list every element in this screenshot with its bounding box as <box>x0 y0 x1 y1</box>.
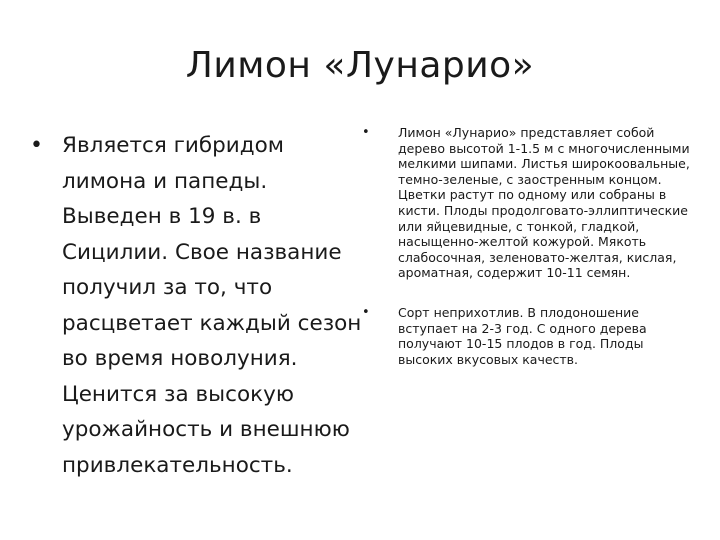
bullet-icon: • <box>362 125 370 140</box>
bullet-icon: • <box>30 133 43 158</box>
left-column <box>30 128 370 483</box>
left-bullet-item <box>30 128 370 483</box>
right-column <box>356 125 690 367</box>
right-bullet-text: Лимон «Лунарио» представляет собой дерево высотой 1-1.5 м с многочисленными мелкими шипами. Листья широкоовальные, темно-зеленые, с заостренным концом. Цветки растут по одному или собраны в кисти. Плоды продолговато-эллиптические или яйцевидные, с тонкой, гладкой, насыщенно-желтой кожурой. Мякоть слабосочная, зеленовато-желтая, кислая, ароматная, содержит 10-11 семян. <box>398 125 690 281</box>
left-bullet-text: Является гибридом лимона и папеды. Выведен в 19 в. в Сицилии. Свое название получил за то, что расцветает каждый сезон во время новолуния. Ценится за высокую урожайность и внешнюю привлекательность. <box>62 133 362 478</box>
slide-title: Лимон «Лунарио» <box>185 45 535 86</box>
bullet-icon: • <box>362 304 370 320</box>
right-bullet-item-cultivation <box>356 305 690 367</box>
right-bullet-text: Сорт неприхотлив. В плодоношение вступает на 2-3 год. С одного дерева получают 10-15 плодов в год. Плоды высоких вкусовых качеств. <box>398 304 647 367</box>
right-bullet-item-description <box>356 125 690 281</box>
